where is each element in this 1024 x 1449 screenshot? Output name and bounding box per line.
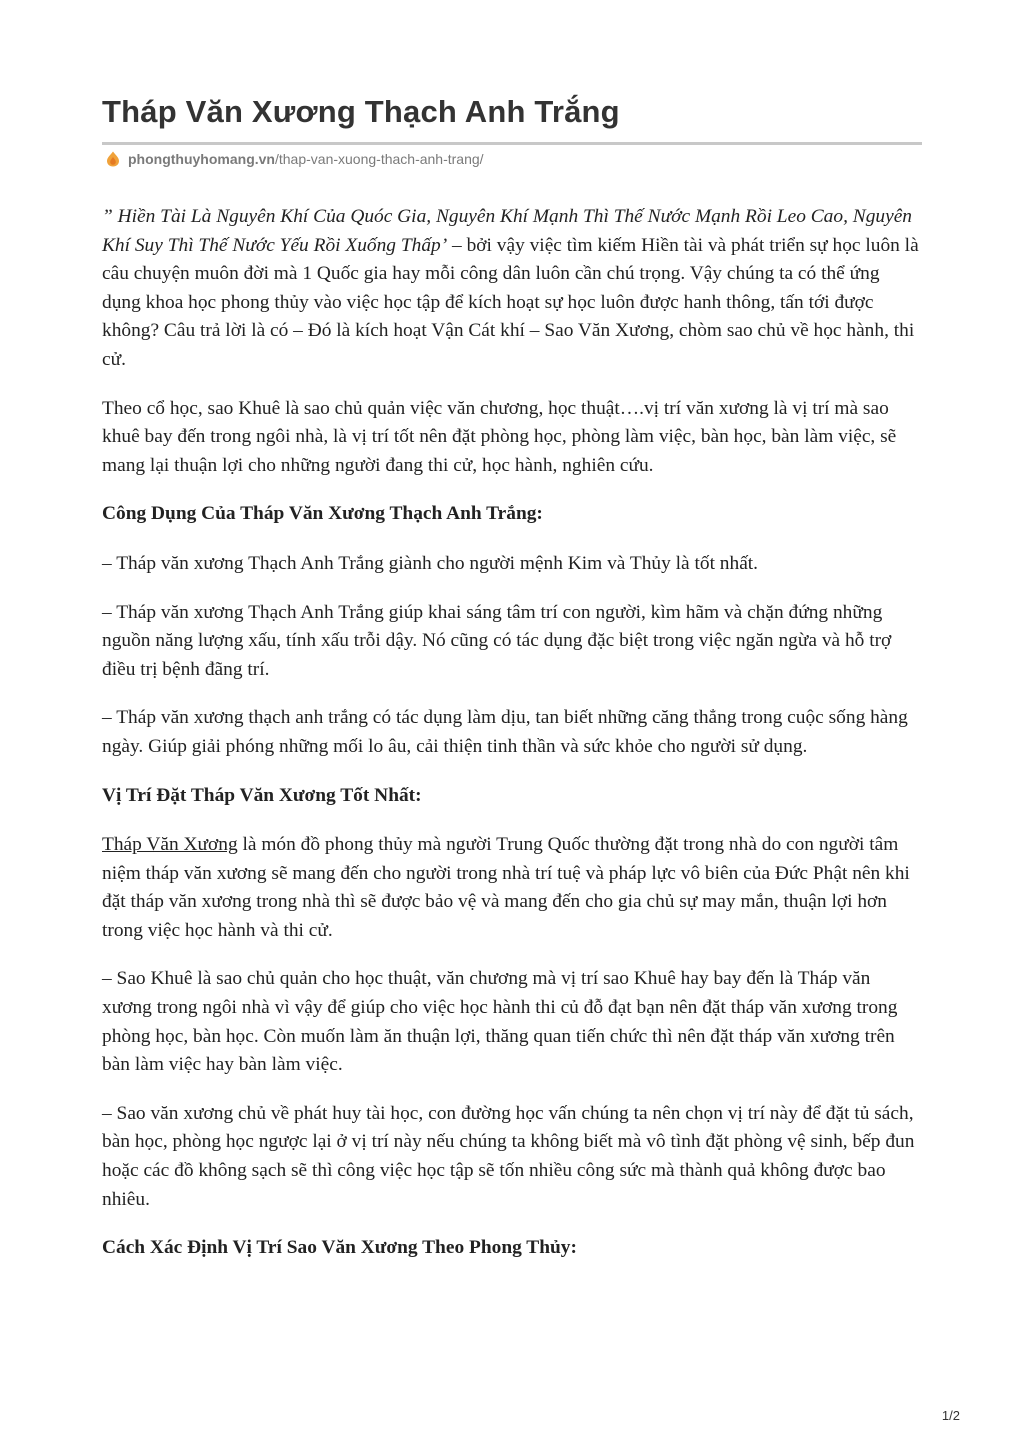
heading-uses: Công Dụng Của Tháp Văn Xương Thạch Anh Trắng: <box>102 503 543 525</box>
page-title: Tháp Văn Xương Thạch Anh Trắng <box>102 94 620 129</box>
paragraph-sao-khue: Theo cổ học, sao Khuê là sao chủ quản việc văn chương, học thuật….vị trí văn xương là vị trí mà sao khuê bay đến trong ngôi nhà, là vị trí tốt nên đặt phòng học, phòng làm việc, bàn học, bàn làm việc, sẽ mang lại thuận lợi cho những người đang thi cử, học hành, nghiên cứu. <box>102 397 897 476</box>
site-favicon-icon <box>106 151 120 167</box>
intro-paragraph <box>102 203 922 375</box>
intro-rest: – bởi vậy việc tìm kiếm Hiền tài và phát triển sự học luôn là câu chuyện muôn đời mà 1 Quốc gia hay mỗi công dân luôn cần chú trọng. Vậy chúng ta có thể ứng dụng khoa học phong thủy vào việc học tập để kích hoạt sự học luôn được hanh thông, tấn tới được không? Câu trả lời là có – Đó là kích hoạt Vận Cát khí – Sao Văn Xương, chòm sao chủ về học hành, thi cử. <box>102 234 919 370</box>
source-path[interactable]: /thap-van-xuong-thach-anh-trang/ <box>274 151 484 167</box>
source-domain[interactable]: phongthuyhomang.vn <box>128 151 275 167</box>
use-item-2: – Tháp văn xương Thạch Anh Trắng giúp khai sáng tâm trí con người, kìm hãm và chặn đứng những nguồn năng lượng xấu, tính xấu trỗi dậy. Nó cũng có tác dụng đặc biệt trong việc ngăn ngừa và hỗ trợ điều trị bệnh đãng trí. <box>102 601 892 680</box>
thap-van-xuong-link[interactable]: Tháp Văn Xương <box>102 834 238 856</box>
heading-method: Cách Xác Định Vị Trí Sao Văn Xương Theo Phong Thủy: <box>102 1237 577 1259</box>
use-item-3: – Tháp văn xương thạch anh trắng có tác dụng làm dịu, tan biết những căng thẳng trong cuộc sống hàng ngày. Giúp giải phóng những mối lo âu, cải thiện tinh thần và sức khỏe cho người sử dụng. <box>102 707 908 757</box>
heading-position: Vị Trí Đặt Tháp Văn Xương Tốt Nhất: <box>102 784 422 806</box>
page-number: 1/2 <box>941 1408 960 1423</box>
source-line <box>106 151 484 167</box>
position-paragraph-3: – Sao văn xương chủ về phát huy tài học, con đường học vấn chúng ta nên chọn vị trí này để đặt tủ sách, bàn học, phòng học ngược lại ở vị trí này nếu chúng ta không biết mà vô tình đặt phòng vệ sinh, bếp đun hoặc các đồ không sạch sẽ thì công việc học tập sẽ tốn nhiều công sức mà thành quả không được bao nhiêu. <box>102 1102 915 1210</box>
article-body <box>102 203 922 1284</box>
position-paragraph-1 <box>102 831 922 945</box>
title-divider <box>102 142 922 145</box>
position-paragraph-2: – Sao Khuê là sao chủ quản cho học thuật, văn chương mà vị trí sao Khuê hay bay đến là Tháp văn xương trong ngôi nhà vì vậy để giúp cho việc học hành thi củ đỗ đạt bạn nên đặt tháp văn xương trong phòng học, bàn học. Còn muốn làm ăn thuận lợi, thăng quan tiến chức thì nên đặt tháp văn xương trên bàn làm việc hay bàn làm việc. <box>102 968 898 1076</box>
position-paragraph-1-rest: là món đồ phong thủy mà người Trung Quốc thường đặt trong nhà do con người tâm niệm tháp văn xương sẽ mang đến cho người trong nhà trí tuệ và pháp lực vô biên của Đức Phật nên khi đặt tháp văn xương trong nhà thì sẽ được bảo vệ và mang đến cho gia chủ sự may mắn, thuận lợi hơn trong việc học hành và thi cử. <box>102 834 910 941</box>
intro-quote: ” Hiền Tài Là Nguyên Khí Của Quóc Gia, Nguyên Khí Mạnh Thì Thế Nước Mạnh Rồi Leo Cao, Nguyên Khí Suy Thì Thế Nước Yếu Rồi Xuống Thấp’ <box>102 206 912 256</box>
use-item-1: – Tháp văn xương Thạch Anh Trắng giành cho người mệnh Kim và Thủy là tốt nhất. <box>102 552 759 574</box>
